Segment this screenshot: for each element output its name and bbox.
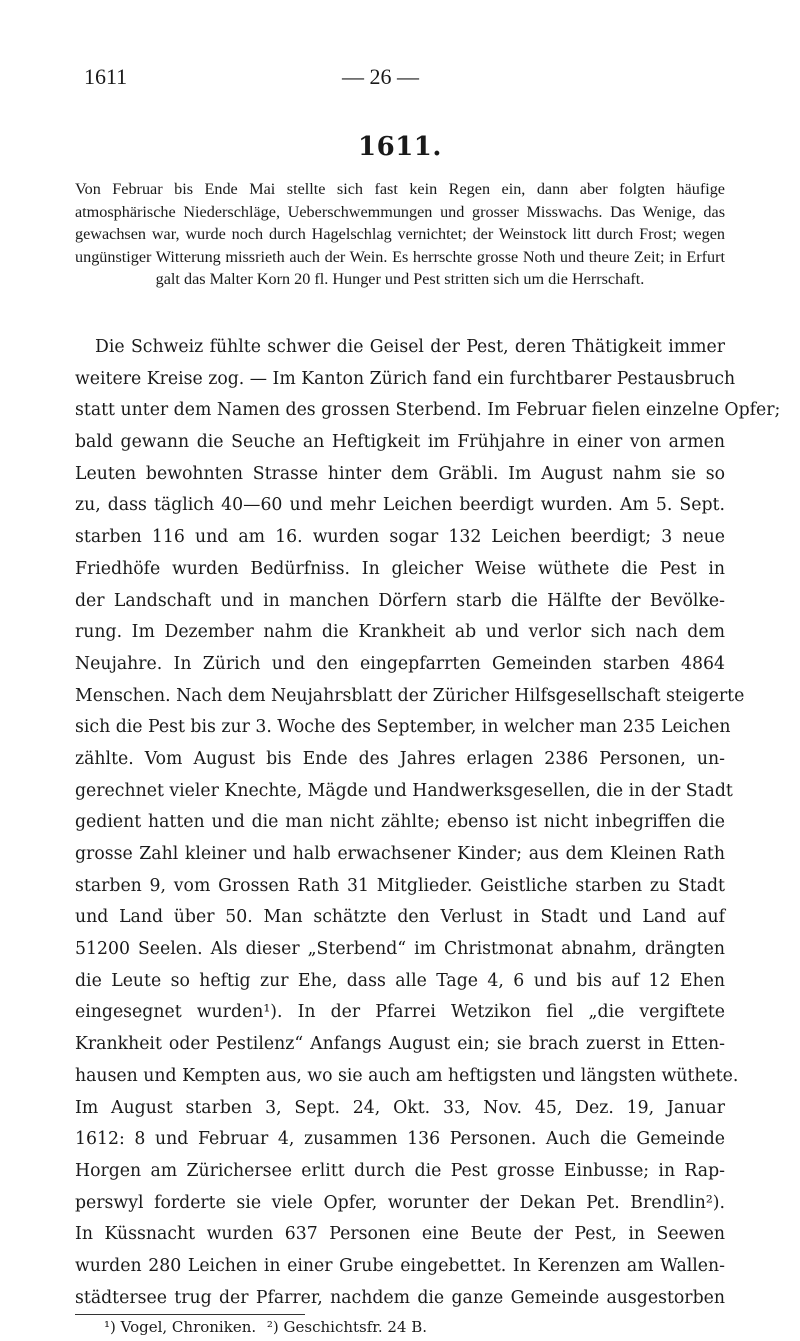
body-line: Im August starben 3, Sept. 24, Okt. 33, Nov. 45, Dez. 19, Januar (75, 1097, 725, 1118)
body-line: rung. Im Dezember nahm die Krankheit ab und verlor sich nach dem (75, 622, 725, 643)
body-line: gedient hatten und die man nicht zählte; ebenso ist nicht inbegriffen die (75, 812, 725, 833)
body-line: statt unter dem Namen des grossen Sterbend. Im Februar fielen einzelne Opfer; (75, 400, 781, 421)
body-line: Krankheit oder Pestilenz“ Anfangs August ein; sie brach zuerst in Etten- (75, 1034, 725, 1055)
body-line: wurden 280 Leichen in einer Grube eingebettet. In Kerenzen am Wallen- (75, 1255, 725, 1276)
year-summary: Von Februar bis Ende Mai stellte sich fast kein Regen ein, dann aber folgten häufige atmosphärische Niederschläge, Ueberschwemmungen und grosser Misswachs. Das Wenige, das gewachsen war, wurde noch durch Hagelschlag vernichtet; der Weinstock litt durch Frost; wegen ungünstiger Witterung missrieth auch der Wein. Es herrschte grosse Noth und theure Zeit; in Erfurt galt das Malter Korn 20 fl. Hunger und Pest stritten sich um die Herrschaft. (75, 180, 725, 288)
footnote-rule (75, 1314, 305, 1315)
body-line: bald gewann die Seuche an Heftigkeit im Frühjahre in einer von armen (75, 432, 725, 453)
body-line: und Land über 50. Man schätzte den Verlust in Stadt und Land auf (75, 907, 725, 928)
body-line: zu, dass täglich 40—60 und mehr Leichen beerdigt wurden. Am 5. Sept. (75, 495, 725, 516)
body-line: 1612: 8 und Februar 4, zusammen 136 Personen. Auch die Gemeinde (75, 1129, 725, 1150)
body-line: Horgen am Zürichersee erlitt durch die Pest grosse Einbusse; in Rap- (75, 1160, 725, 1181)
body-line: starben 116 und am 16. wurden sogar 132 Leichen beerdigt; 3 neue (75, 527, 725, 548)
body-line: Friedhöfe wurden Bedürfniss. In gleicher Weise wüthete die Pest in (75, 558, 725, 579)
body-line: In Küssnacht wurden 637 Personen eine Beute der Pest, in Seewen (75, 1224, 725, 1245)
body-line: Menschen. Nach dem Neujahrsblatt der Züricher Hilfsgesellschaft steigerte (75, 685, 745, 706)
year-heading: 1611. (358, 132, 442, 162)
body-line: weitere Kreise zog. — Im Kanton Zürich fand ein furchtbarer Pestausbruch (75, 368, 736, 389)
page-number: — 26 — (342, 64, 419, 89)
body-line: städtersee trug der Pfarrer, nachdem die ganze Gemeinde ausgestorben (75, 1287, 725, 1308)
footnotes (104, 1318, 433, 1336)
body-line: sich die Pest bis zur 3. Woche des September, in welcher man 235 Leichen (75, 717, 731, 738)
body-line: 51200 Seelen. Als dieser „Sterbend“ im Christmonat abnahm, drängten (75, 939, 725, 960)
body-line: starben 9, vom Grossen Rath 31 Mitglieder. Geistliche starben zu Stadt (75, 875, 725, 896)
body-line: grosse Zahl kleiner und halb erwachsener Kinder; aus dem Kleinen Rath (75, 844, 725, 864)
footnote-1: ¹) Vogel, Chroniken. (104, 1318, 257, 1336)
body-line: die Leute so heftig zur Ehe, dass alle Tage 4, 6 und bis auf 12 Ehen (75, 970, 725, 991)
body-line: eingesegnet wurden¹). In der Pfarrei Wetzikon fiel „die vergiftete (75, 1002, 725, 1023)
body-line: Neujahre. In Zürich und den eingepfarrten Gemeinden starben 4864 (75, 653, 725, 674)
body-line: zählte. Vom August bis Ende des Jahres erlagen 2386 Personen, un- (75, 748, 725, 769)
body-line: gerechnet vieler Knechte, Mägde und Handwerksgesellen, die in der Stadt (75, 780, 733, 801)
body-line: Leuten bewohnten Strasse hinter dem Gräbli. Im August nahm sie so (75, 463, 725, 484)
body-text (75, 332, 781, 1314)
running-head (84, 64, 714, 94)
body-line: perswyl forderte sie viele Opfer, worunter der Dekan Pet. Brendlin²). (75, 1192, 725, 1213)
body-line: der Landschaft und in manchen Dörfern starb die Hälfte der Bevölke- (75, 590, 725, 611)
footnote-2: ²) Geschichtsfr. 24 B. (266, 1318, 427, 1336)
running-head-year: 1611 (84, 64, 128, 89)
body-line: hausen und Kempten aus, wo sie auch am heftigsten und längsten wüthete. (75, 1065, 739, 1086)
body-line: Die Schweiz fühlte schwer die Geisel der Pest, deren Thätigkeit immer (95, 337, 725, 357)
